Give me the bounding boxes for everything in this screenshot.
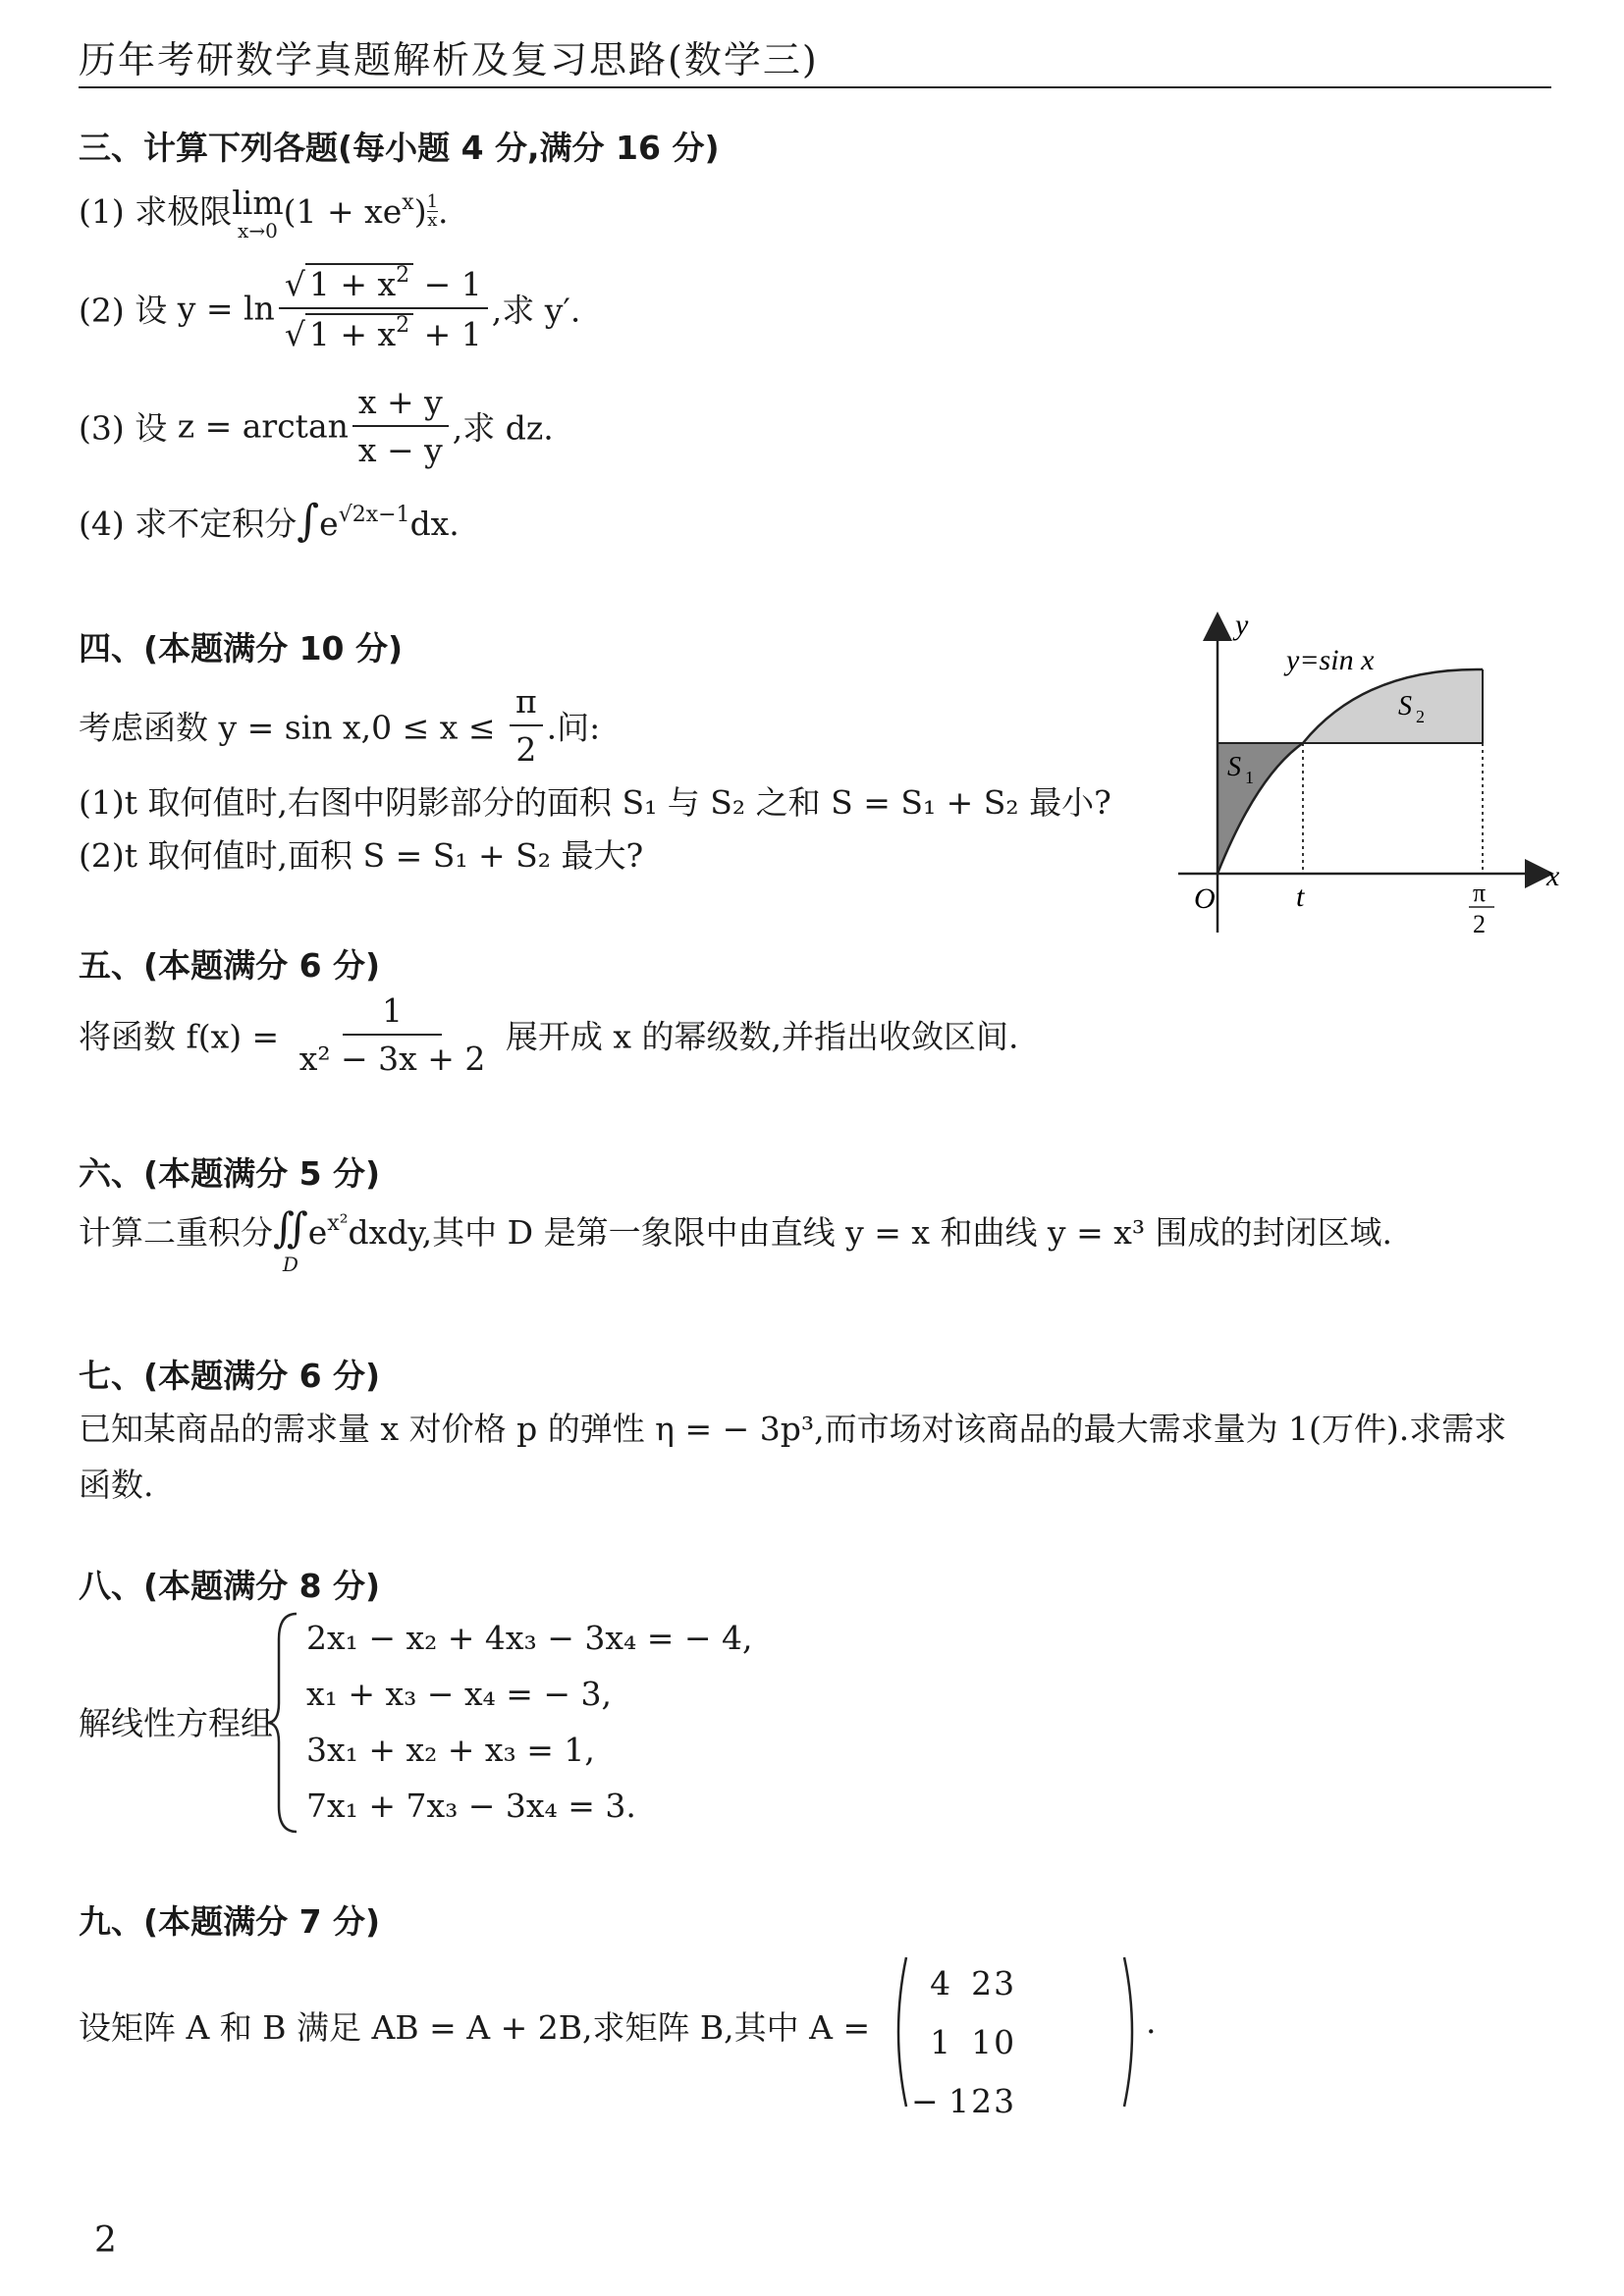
q1-close: ) bbox=[413, 192, 427, 231]
header-rule bbox=[79, 86, 1551, 88]
q2-den-end: + 1 bbox=[413, 315, 482, 353]
s5-den: x² − 3x + 2 bbox=[298, 1040, 486, 1078]
s5-text-b: 展开成 x 的幂级数,并指出收敛区间. bbox=[495, 1017, 1019, 1056]
sine-area-figure bbox=[1149, 609, 1581, 952]
s1-label: S bbox=[1227, 752, 1241, 782]
s2-label: S bbox=[1398, 691, 1412, 721]
q2-den-sq: 2 bbox=[396, 313, 410, 338]
equation-2: x₁ + x₃ − x₄ = − 3, bbox=[306, 1675, 613, 1713]
section-8-heading: 八、(本题满分 8 分) bbox=[79, 1567, 381, 1605]
s3-question-1 bbox=[79, 184, 449, 242]
matrix-cell: 2 bbox=[971, 1963, 993, 2002]
q1-exp-x: x bbox=[402, 190, 414, 215]
matrix-cell: 3 bbox=[994, 2081, 1015, 2120]
s4-question-1: (1)t 取何值时,右图中阴影部分的面积 S₁ 与 S₂ 之和 S = S₁ + S₂ 最小? bbox=[79, 783, 1111, 822]
section-9-heading: 九、(本题满分 7 分) bbox=[79, 1902, 381, 1941]
s6-text-b: dxdy,其中 D 是第一象限中由直线 y = x 和曲线 y = x³ 围成的封闭区域. bbox=[348, 1213, 1393, 1252]
s8-equations bbox=[306, 1610, 753, 1834]
s6-exponent: x² bbox=[327, 1211, 349, 1236]
pi-numerator: π bbox=[1473, 879, 1487, 907]
q2-lhs: y = ln bbox=[177, 289, 275, 328]
running-header: 历年考研数学真题解析及复习思路(数学三) bbox=[79, 38, 819, 81]
q3-lhs: z = arctan bbox=[177, 406, 349, 446]
q4-tail: dx. bbox=[409, 505, 460, 543]
equation-1: 2x₁ − x₂ + 4x₃ − 3x₄ = − 4, bbox=[306, 1619, 753, 1657]
s6-e: e bbox=[307, 1213, 328, 1252]
q1-end: . bbox=[438, 192, 449, 231]
s7-line-1: 已知某商品的需求量 x 对价格 p 的弹性 η = − 3p³,而市场对该商品的最大需求量为 1(万件).求需求 bbox=[79, 1410, 1507, 1448]
matrix-cell: 1 bbox=[930, 2022, 951, 2061]
q2-num-sq: 2 bbox=[396, 263, 410, 288]
s3-question-4 bbox=[79, 496, 460, 546]
pi-denominator: 2 bbox=[1473, 910, 1486, 938]
s4-intro bbox=[79, 682, 600, 769]
q3-fraction bbox=[352, 383, 449, 469]
q3-tail: ,求 dz. bbox=[452, 408, 554, 448]
q2-fraction: $\frac{√ 1 + x^2 - 1}{√ 1 + x^2 + 1}$ bbox=[279, 263, 488, 353]
q1-expr: (1 + xe bbox=[283, 192, 403, 231]
s5-text-a: 将函数 f(x) = bbox=[79, 1017, 290, 1056]
brace-icon bbox=[265, 1610, 304, 1836]
s4-pi: π bbox=[510, 682, 543, 726]
matrix-cell: 2 bbox=[971, 2081, 993, 2120]
left-paren-icon bbox=[889, 1953, 910, 2110]
equation-3: 3x₁ + x₂ + x₃ = 1, bbox=[306, 1731, 595, 1769]
section-5-heading: 五、(本题满分 6 分) bbox=[79, 946, 381, 985]
q3-label: (3) 设 bbox=[79, 408, 178, 448]
q2-num-end: − 1 bbox=[413, 265, 482, 303]
section-4-heading: 四、(本题满分 10 分) bbox=[79, 629, 404, 667]
matrix-cell: 1 bbox=[971, 2022, 993, 2061]
section-6-heading: 六、(本题满分 5 分) bbox=[79, 1154, 381, 1193]
s9-question: 设矩阵 A 和 B 满足 AB = A + 2B,求矩阵 B,其中 A = bbox=[79, 2008, 871, 2047]
equation-4: 7x₁ + 7x₃ − 3x₄ = 3. bbox=[306, 1787, 636, 1825]
page-number: 2 bbox=[94, 2220, 117, 2261]
s3-question-3 bbox=[79, 383, 554, 469]
s2-subscript: 2 bbox=[1416, 707, 1425, 726]
s5-fraction bbox=[294, 991, 492, 1078]
s8-left-brace bbox=[265, 1610, 304, 1836]
q1-lim: lim x→0 bbox=[232, 184, 284, 242]
matrix-row bbox=[910, 2071, 1015, 2130]
q1-power bbox=[427, 193, 438, 230]
matrix-cell: 0 bbox=[994, 2022, 1015, 2061]
matrix-row bbox=[910, 2012, 1015, 2071]
q2-num: 1 + x bbox=[308, 265, 397, 303]
q2-tail: ,求 y′. bbox=[491, 291, 581, 330]
right-paren-icon bbox=[1120, 1953, 1142, 2110]
s8-label: 解线性方程组 bbox=[79, 1704, 273, 1742]
q1-pow-den: x bbox=[427, 210, 438, 231]
q2-den: 1 + x bbox=[308, 315, 397, 353]
origin-label: O bbox=[1194, 882, 1216, 915]
matrix-cell: 4 bbox=[930, 1963, 951, 2002]
t-label: t bbox=[1296, 881, 1305, 913]
q4-e: e bbox=[319, 505, 339, 543]
s6-region-d: D bbox=[282, 1253, 298, 1276]
matrix-table bbox=[910, 1953, 1015, 2130]
matrix-row bbox=[910, 1953, 1015, 2012]
matrix-cell: − 1 bbox=[911, 2081, 970, 2120]
s4-intro-b: .问: bbox=[546, 708, 601, 747]
matrix-period: . bbox=[1146, 2002, 1157, 2041]
x-axis-label: x bbox=[1546, 860, 1560, 892]
q1-lim-under: x→0 bbox=[238, 219, 278, 242]
q4-exponent: √2x−1 bbox=[338, 503, 410, 527]
s1-subscript: 1 bbox=[1245, 768, 1254, 787]
y-axis-label: y bbox=[1235, 609, 1249, 641]
s4-pi-fraction bbox=[510, 682, 543, 769]
matrix-cell: 3 bbox=[994, 1963, 1015, 2002]
q4-integral: ∫ bbox=[297, 496, 320, 546]
s4-question-2: (2)t 取何值时,面积 S = S₁ + S₂ 最大? bbox=[79, 836, 644, 875]
s6-double-integral bbox=[273, 1203, 308, 1276]
s6-int-sign: ∬ bbox=[273, 1203, 308, 1252]
s4-intro-a: 考虑函数 y = sin x,0 ≤ x ≤ bbox=[79, 708, 506, 747]
s5-num: 1 bbox=[343, 991, 442, 1036]
s7-line-2: 函数. bbox=[79, 1466, 154, 1504]
q1-pow-num: 1 bbox=[426, 191, 439, 212]
q3-den: x − y bbox=[357, 431, 443, 469]
s6-text-a: 计算二重积分 bbox=[79, 1213, 273, 1252]
s3-question-2 bbox=[79, 263, 580, 353]
s6-question bbox=[79, 1203, 1393, 1276]
q1-label: (1) 求极限 bbox=[79, 192, 233, 231]
section-3-heading: 三、计算下列各题(每小题 4 分,满分 16 分) bbox=[79, 129, 720, 167]
s4-two: 2 bbox=[515, 730, 537, 769]
q4-label: (4) 求不定积分 bbox=[79, 505, 298, 543]
curve-label: y=sin x bbox=[1286, 644, 1375, 676]
q2-label: (2) 设 bbox=[79, 291, 178, 330]
q3-num: x + y bbox=[352, 383, 449, 427]
s5-question bbox=[79, 991, 1018, 1078]
section-7-heading: 七、(本题满分 6 分) bbox=[79, 1357, 381, 1395]
